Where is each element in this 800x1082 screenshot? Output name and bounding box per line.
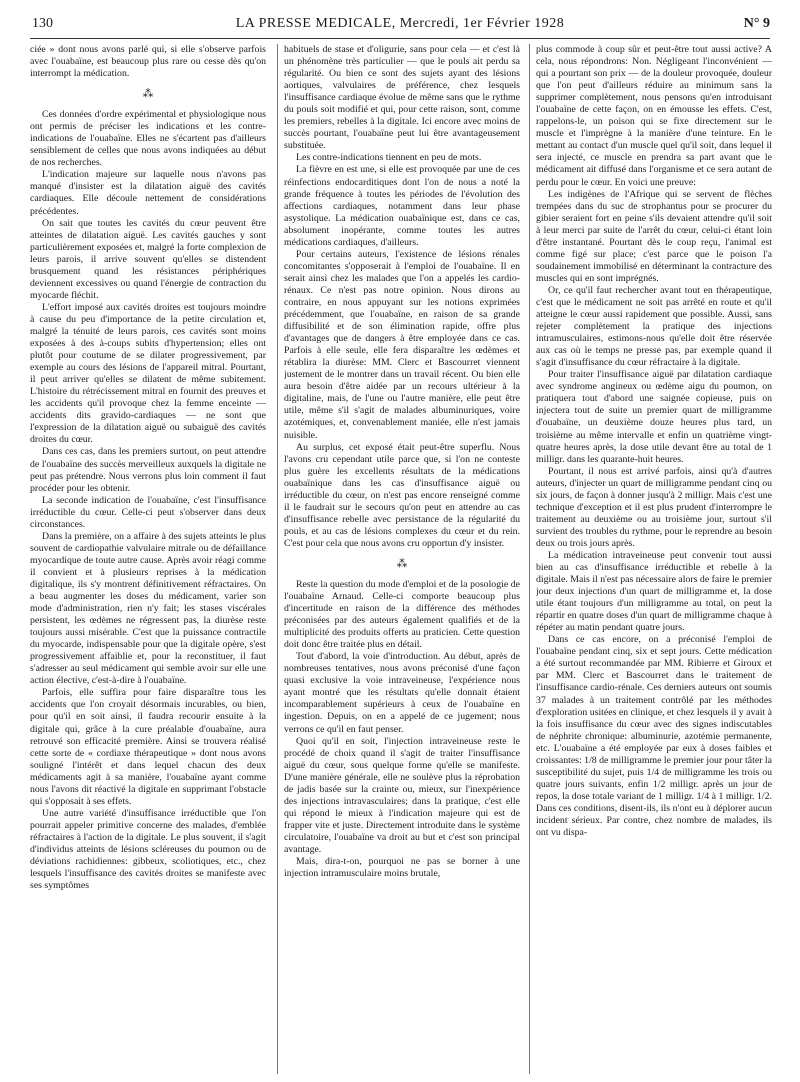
paragraph: ciée » dont nous avons parlé qui, si elle s'observe parfois avec l'ouabaïne, est beaucoup plus rare ou cesse dès qu'on interrompt la médication. [30, 44, 266, 80]
section-separator: ⁂ [396, 557, 408, 570]
column-1 [30, 44, 266, 1074]
paragraph: Pour certains auteurs, l'existence de lésions rénales concomitantes s'opposerait à l'emploi de l'ouabaïne. Il en serait ainsi chez les malades que l'on a appelés les cardio-rénaux. Ce n'est pas notre opinion. Nous dirons au contraire, en nous appuyant sur les notions exprimées précédemment, que l'ouabaïne, en raison de sa grande diffusibilité et de son élimination rapide, offre plus d'avantages que de dangers à être employée dans ce cas. Parfois à elle seule, elle fera disparaître les œdèmes et rétablira la diurèse: MM. Clerc et Bascourret viennent justement de le montrer dans un travail récent. Ou bien elle aura besoin d'être aidée par un recours ultérieur à la digitaline, mais, de l'une ou l'autre manière, elle peut être utile, même s'il s'agit de malades albuminuriques, voire azotémiques, et, convenablement maniée, elle n'est jamais nuisible. [284, 248, 520, 441]
paragraph: habituels de stase et d'oligurie, sans pour cela — et c'est là un phénomène très particulier — que le pouls ait perdu sa régularité. Ou bien ce sont des sujets ayant des lésions aortiques, valvulaires de préférence, chez lesquels l'insuffisance cardiaque évolue de même sans que le rythme du pouls soit modifié et qui, pour cette raison, sont, comme les premiers, rebelles à la digitale. Ici encore avec moins de succès pourtant, l'ouabaïne peut lui être avantageusement substituée. [284, 44, 520, 152]
paragraph: Les contre-indications tiennent en peu de mots. [296, 152, 482, 164]
paragraph: Quoi qu'il en soit, l'injection intraveineuse reste le procédé de choix quand il s'agit de traiter l'insuffisance aiguë du cœur, sous quelque forme qu'elle se manifeste. D'une manière générale, elle ne soulève plus la réprobation de jadis basée sur la crainte ou, mieux, sur l'inexpérience des injections intravasculaires; dans la pratique, c'est elle qui répond le mieux à l'indication majeure qui est de frapper vite et juste. Directement introduite dans le système circulatoire, l'ouabaïne va droit au but et c'est son principal avantage. [284, 735, 520, 855]
paragraph: Tout d'abord, la voie d'introduction. Au début, après de nombreuses tentatives, nous avons préconisé d'une façon quasi exclusive la voie intraveineuse, l'expérience nous ayant montré que les résultats qu'elle donnait étaient incomparablement supérieurs à ceux de l'ouabaïne en ingestion. Depuis, on en a appelé de ce jugement; nous verrons ce qu'il en faut penser. [284, 651, 520, 735]
paragraph: La seconde indication de l'ouabaïne, c'est l'insuffisance irréductible du cœur. Celle-ci peut s'observer dans deux circonstances. [30, 494, 266, 530]
paragraph: Une autre variété d'insuffisance irréductible que l'on pourrait appeler primitive concerne des malades, d'emblée réfractaires à l'action de la digitale. Le plus souvent, il s'agit d'individus atteints de lésions scléreuses du poumon ou de déviations rachidiennes: gibbeux, scoliotiques, etc., chez lesquels l'insuffisance des cavités droites se manifeste avec ses symptômes [30, 807, 266, 892]
column-2 [284, 44, 520, 1074]
paragraph: Pourtant, il nous est arrivé parfois, ainsi qu'à d'autres auteurs, d'injecter un quart de milligramme pendant cinq ou six jours, de façon à donner jusqu'à 2 milligr. Mais c'est une technique d'exception et il est plus prudent d'interrompre le traitement au deuxième ou au troisième jour, surtout s'il survient des troubles du rythme, pour le reprendre au besoin deux ou trois jours après. [536, 465, 772, 549]
column-3 [536, 44, 772, 1074]
paragraph: Dans la première, on a affaire à des sujets atteints le plus souvent de cardiopathie valvulaire mitrale ou de défaillance myocardique de toute autre cause. Après avoir réagi comme il convient et à plusieurs reprises à la médication digitalique, ils s'y montrent définitivement réfractaires. On a beau augmenter les doses du médicament, varier son mode d'administration, rien n'y fait; les stases viscérales persistent, les œdèmes ne régressent pas, la diurèse reste toujours aussi misérable. C'est que la puissance contractile du myocarde, indispensable pour que la digitale opère, s'est progressivement affaiblie et, pour la reconstituer, il faut s'adresser au seul médicament qui semble avoir sur elle une action élective, c'est-à-dire à l'ouabaïne. [30, 530, 266, 687]
paragraph: Or, ce qu'il faut rechercher avant tout en thérapeutique, c'est que le médicament ne soit pas arrêté en route et qu'il atteigne le cœur aussi rapidement que possible. Aussi, sans rejeter complètement la pratique des injections intramusculaires, estimons-nous qu'elle doit être réservée aux cas où le temps ne presse pas, par exemple quand il s'agit d'insuffisance du cœur réfractaire à la digitale. [536, 284, 772, 369]
paragraph: L'indication majeure sur laquelle nous n'avons pas manqué d'insister est la dilatation aiguë des cavités cardiaques. Elle découle nettement de considérations précédentes. [30, 169, 266, 217]
header-rule [30, 38, 770, 39]
paragraph: Au surplus, cet exposé était peut-être superflu. Nous l'avons cru cependant utile parce que, si l'on ne conteste plus guère les excellents résultats de la médications ouabaïnique dans les cas d'insuffisance aiguë ou irréductible du cœur, on n'est pas encore renseigné comme il le faudrait sur le secours qu'on peut en attendre au cas d'insuffisance rebelle avec persistance de la régularité du pouls, et au cas de lésions complexes du cœur et du rein. C'est pour cela que nous avons cru opportun d'y insister. [284, 441, 520, 549]
paragraph: plus commode à coup sûr et peut-être tout aussi active? A cela, nous répondrons: Non. Négligeant l'inconvénient — qui a pourtant son prix — de la douleur provoquée, douleur que l'on peut d'ailleurs réduire au minimum sans la supprimer complètement, nous pensons qu'en introduisant l'ouabaïne de cette façon, on en émousse les effets. C'est, rappelons-le, un poison qui se fixe directement sur le muscle et l'imprègne à la manière d'une teinture. En le mettant au contact d'un muscle quel qu'il soit, dans lequel il sera injecté, ce muscle en prendra sa part avant que le médicament ait diffusé dans l'organisme et ce sera autant de perdu pour le cœur. En voici une preuve: [536, 44, 772, 188]
paragraph: Ces données d'ordre expérimental et physiologique nous ont permis de préciser les indications et les contre-indications de l'ouabaïne. Elles ne s'écartent pas d'ailleurs sensiblement de celles que nous avons indiquées au début de nos recherches. [30, 109, 266, 169]
paragraph: Parfois, elle suffira pour faire disparaître tous les accidents que l'on croyait désormais incurables, ou bien, pour qu'il en soit ainsi, il faudra recourir ensuite à la digitale qui, grâce à la cure préalable d'ouabaïne, aura retrouvé son efficacité première. Ainsi se trouvera réalisé cette sorte de « cordiaxe thérapeutique » dont nous avons souligné l'intérêt et dans lequel chacun des deux médicaments agit à sa manière, l'ouabaïne ayant comme nous l'avons dit réactivé la digitale en supprimant l'obstacle qui s'opposait à ses effets. [30, 687, 266, 807]
section-separator: ⁂ [142, 88, 154, 101]
page-number: 130 [32, 16, 53, 31]
paragraph: Mais, dira-t-on, pourquoi ne pas se borner à une injection intramusculaire moins brutale, [284, 856, 520, 880]
issue-number: N° 9 [743, 16, 770, 31]
paragraph: Reste la question du mode d'emploi et de la posologie de l'ouabaïne Arnaud. Celle-ci comporte beaucoup plus d'incertitude en raison de la différence des méthodes préconisées par des auteurs également qualifiés et de la multiplicité des produits offerts au praticien. Cette question doit donc être traitée plus en détail. [284, 578, 520, 651]
paragraph: Dans ce cas encore, on a préconisé l'emploi de l'ouabaïne pendant cinq, six et sept jours. Cette médication a été surtout recommandée par MM. Ribierre et Giroux et par MM. Clerc et Bascourret dans le traitement de l'insuffisance cardio-rénale. Ces derniers auteurs ont soumis 37 malades à un traitement contrôlé par les méthodes d'exploration usitées en clinique, et chez lesquels il y avait à la fois insuffisance du cœur avec des signes indiscutables de néphrite chronique: albuminurie, azotémie permanente, etc. L'ouabaïne a été employée par eux à doses faibles et croissantes: 1/8 de milligramme le premier jour pour tâter la susceptibilité du sujet, puis 1/4 de milligramme les trois ou quatre jours suivants, enfin 1/2 milligr. après un jour de repos, la dose totale variant de 1 milligr. 1/4 à 1 milligr. 1/2. Dans ces conditions, disent-ils, ils n'ont eu à déplorer aucun incident sérieux. Par contre, chez nombre de malades, ils ont vu dispa- [536, 634, 772, 839]
paragraph: L'effort imposé aux cavités droites est toujours moindre à cause du peu d'importance de la petite circulation et, malgré la ténuité de leurs parois, ces cavités sont moins exposées à des à-coups subits d'hypertension; elles ont plutôt pour coutume de se dilater progressivement, par exemple au cours des lésions de l'appareil mitral. Pourtant, il peut arriver qu'elles se dilatent de même subitement. L'histoire du rétrécissement mitral en fournit des preuves et les accidents qu'il provoque chez la femme enceinte — accidents dits gravido-cardiaques — ne sont que l'expression de la dilatation aiguë ou subaiguë des cavités droites du cœur. [30, 301, 266, 446]
page-header [30, 16, 770, 36]
paragraph: Pour traiter l'insuffisance aiguë par dilatation cardiaque avec syndrome angineux ou œdème aigu du poumon, on pratiquera tout d'abord une saignée copieuse, puis on injectera tout de suite un premier quart de milligramme d'ouabaïne, un deuxième douze heures plus tard, un troisième au même intervalle et enfin un quatrième vingt-quatre heures après, la dose utile devant être au total de 1 milligr. dans les quarante-huit heures. [536, 369, 772, 465]
paragraph: On sait que toutes les cavités du cœur peuvent être atteintes de dilatation aiguë. Les cavités gauches y sont particulièrement exposées et, malgré la forte complexion de leurs parois, il arrive souvent qu'elles se distendent brusquement quand les résistances périphériques deviennent excessives ou quand l'énergie de contraction du myocarde fléchit. [30, 217, 266, 301]
paragraph: Dans ces cas, dans les premiers surtout, on peut attendre de l'ouabaïne des succès merveilleux auxquels la digitale ne peut pas prétendre. Nous verrons plus loin comment il faut procéder pour les obtenir. [30, 446, 266, 494]
journal-title: LA PRESSE MEDICALE, Mercredi, 1er Février 1928 [235, 16, 565, 31]
paragraph: La fièvre en est une, si elle est provoquée par une de ces réinfections endocarditiques dont l'on de nous a noté la grande fréquence à toutes les périodes de l'évolution des affections cardiaques, notamment dans leur phase asystolique. La médication ouabaïnique est, dans ce cas, absolument inopérante, comme toutes les autres médications cardiaques, d'ailleurs. [284, 164, 520, 248]
column-divider [529, 44, 530, 1074]
column-divider [277, 44, 278, 1074]
paragraph: La médication intraveineuse peut convenir tout aussi bien au cas d'insuffisance irréductible et rebelle à la digitale. Mais il n'est pas nécessaire alors de faire le premier jour deux injections d'un quart de milligramme et, la dose utile étant toujours d'un milligramme au total, on peut la répartir en quatre doses d'un quart de milligramme chaque à répéter au matin pendant quatre jours. [536, 549, 772, 634]
paragraph: Les indigènes de l'Afrique qui se servent de flèches trempées dans du suc de strophantus pour se procurer du gibier seraient fort en peine s'ils devaient attendre qu'il soit à leur merci par suite de l'arrêt du cœur, celui-ci étant loin d'être instantané. Pourtant dès le coup reçu, l'animal est comme figé sur place; c'est parce que le poison l'a soudainement immobilisé en déterminant la contracture des muscles qui en sont imprégnés. [536, 188, 772, 284]
